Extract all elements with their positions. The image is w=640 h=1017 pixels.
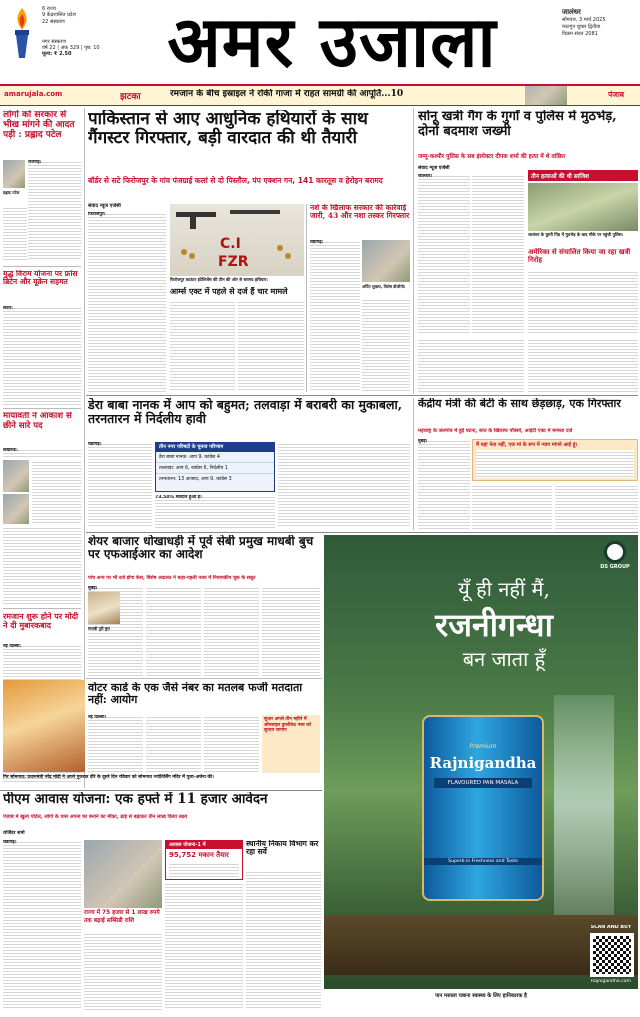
- modi-photo-caption: गिर सोमनाथ: प्रधानमंत्री नरेंद्र मोदी ने अपने गुजरात दौरे के दूसरे दिन रविवार को सोमनाथ ज्योतिर्लिंग मंदिर में पूजा-अर्चना की।: [3, 775, 214, 780]
- results-row: डेरा बाबा नानक: आप 9, कांग्रेस 4: [156, 452, 274, 463]
- lead-byline: संवाद न्यूज एजेंसी: [88, 203, 121, 209]
- pan-masala-tin: [422, 715, 544, 901]
- svg-text:FZR: FZR: [218, 254, 249, 270]
- awas-deck: पंजाब में खुला पोर्टल, लोगों के पास अपना घर बनाने का मौका, ढाई से बढ़ाकर तीन लाख किया लक्ष्य: [3, 814, 188, 820]
- voter-body: [88, 715, 143, 773]
- awas-box-value: 95,752 मकान तैयार: [169, 851, 229, 859]
- results-row: तरनतारन: 13 आजाद, आप 9, कांग्रेस 3: [159, 477, 232, 482]
- state-label: पंजाब: [608, 90, 625, 99]
- dateline: चंडीगढ़:: [310, 240, 324, 245]
- meta-line: 6 राज्य: [42, 6, 56, 12]
- ds-group-text: DS GROUP: [600, 564, 630, 570]
- story-head: लोगों को सरकार से भीख मांगने की आदत पड़ी : प्रह्लाद पटेल: [3, 110, 75, 141]
- dera-body: [88, 442, 152, 528]
- buch-photo: [88, 592, 120, 624]
- dateline: मुंबई।: [418, 439, 428, 444]
- encounter-body-2: [472, 174, 524, 334]
- sebi-body-4: [262, 586, 320, 676]
- masthead: [0, 0, 640, 84]
- dateline: लंदन:: [3, 306, 13, 311]
- meta-line: 22 संस्करण: [42, 18, 65, 25]
- rajnigandha-ad: [324, 535, 638, 1001]
- dateline: जालंधर।: [418, 174, 433, 179]
- meta-line: नगर संस्करण: [42, 38, 67, 45]
- encounter-body: [418, 174, 470, 334]
- minister-quote: मैं यहां नेता नहीं, एक मां के रूप में न्याय मांगने आई हूं।: [476, 442, 578, 448]
- sebi-headline: शेयर बाजार धोखाधड़ी में पूर्व सेबी प्रमुख माधबी बुच पर एफआईआर का आदेश: [88, 535, 314, 562]
- masthead-meta-right: [562, 8, 638, 68]
- minister-deck: महाराष्ट्र के जलगांव में हुई घटना, सात के खिलाफ पॉक्सो, आईटी एक्ट में मामला दर्ज: [418, 428, 573, 434]
- dateline: नई दिल्ली।: [88, 715, 107, 720]
- tin-subtitle: FLAVOURED PAN MASALA: [434, 778, 532, 788]
- top-strip: [0, 84, 640, 106]
- awas-box: [165, 840, 243, 880]
- dateline: राजगढ़:: [28, 160, 42, 165]
- photo-caption: प्रह्लाद पटेल: [3, 190, 20, 195]
- lead-body-3: [238, 300, 304, 392]
- story-body: [28, 160, 81, 260]
- story-body: [3, 448, 81, 458]
- dera-headline: डेरा बाबा नानक में आप को बहुमत; तलवाड़ा में बराबरी का मुकाबला, तरनतारन में निर्दलीय हावी: [88, 398, 403, 426]
- awas-body-2: [84, 932, 162, 1010]
- story-body-cont: [32, 460, 81, 524]
- results-row: तलवाड़ा: आप 6, कांग्रेस 6, निर्दलीय 1: [156, 463, 274, 474]
- ad-line2: रजनीगन्धा: [435, 606, 553, 643]
- awas-headline: पीएम आवास योजना: एक हफ्ते में 11 हजार आवेदन: [3, 792, 268, 807]
- story-head: युद्ध विराम योजना पर फ्रांस ब्रिटेन और यूक्रेन सहमत: [3, 270, 78, 287]
- housing-photo: [84, 840, 162, 908]
- torch-logo-icon: [4, 4, 40, 60]
- officer-photo: [362, 240, 410, 282]
- modi-photo: [3, 680, 85, 772]
- edition-samvat: विक्रम संवत 2081: [562, 30, 598, 37]
- encounter-deck: जम्मू-कश्मीर पुलिस के सब इंस्पेक्टर दीपक शर्मा की हत्या में थे वांछित: [418, 154, 566, 160]
- story-body-cont: [3, 206, 27, 260]
- awas-body-3: [165, 882, 243, 1010]
- lead-body-2: [170, 300, 235, 392]
- edition-city: जालंधर: [562, 8, 581, 16]
- dera-body-2: [155, 495, 275, 528]
- encounter-headline: सोनू खत्री गैंग के गुर्गों व पुलिस में मुठभेड़, दोनों बदमाश जख्मी: [418, 110, 617, 139]
- sebi-deck: पांच अन्य पर भी दर्ज होगा केस, विशेष अदालत ने कहा-पहली नजर में नियामकीय चूक के सबूत: [88, 576, 256, 581]
- dateline: चंडीगढ़।: [88, 442, 102, 447]
- buch-caption: माधबी पुरी बुच: [88, 626, 110, 631]
- mayawati-photo: [3, 460, 29, 492]
- ad-warning: पान मसाला चबाना स्वास्थ्य के लिए हानिकारक है: [324, 989, 638, 1001]
- awas-box-title: आवास योजना-1 में: [166, 841, 242, 849]
- voter-box: [262, 715, 320, 773]
- meta-line: मूल्य: ₹ 2.50: [42, 51, 72, 58]
- conspiracy-badge: तीन हत्याओं की थी साजिश: [528, 170, 638, 181]
- story-head: मायावती ने आकाश से छीने सारे पद: [3, 412, 72, 431]
- minister-body: [418, 439, 470, 529]
- dateline: नई दिल्ली:: [3, 644, 22, 649]
- vote-line: 73.50% मतदान हुआ है।: [155, 495, 202, 500]
- encounter-byline: संवाद न्यूज एजेंसी: [418, 166, 450, 171]
- voter-body-3: [204, 715, 259, 773]
- side-story-body: [310, 240, 360, 392]
- dera-body-3: [278, 442, 410, 528]
- site-link[interactable]: amarujala.com: [4, 90, 63, 98]
- svg-text:C.I: C.I: [220, 236, 241, 252]
- dateline: मुंबई।: [88, 586, 98, 591]
- meta-line: वर्ष 22 | अंक 329 | पृष्ठ: 10: [42, 45, 100, 51]
- story-head: रमजान शुरू होने पर मोदी ने दी मुबारकबाद: [3, 612, 79, 630]
- lead-inset-head: आर्म्स एक्ट में पहले से दर्ज हैं चार मामले: [170, 287, 288, 296]
- minister-headline: केंद्रीय मंत्री की बेटी के साथ छेड़छाड़, एक गिरफ्तार: [418, 398, 621, 410]
- waterfall: [554, 695, 614, 915]
- tin-brand: Rajnigandha: [429, 754, 537, 772]
- netanyahu-photo: [525, 84, 567, 106]
- patel-photo: [3, 160, 25, 188]
- edition-date: सोमवार, 3 मार्च 2025: [562, 17, 606, 24]
- side-story-head: नशे के खिलाफ सरकार की कार्रवाई जारी, 43 और नशा तस्कर गिरफ्तार: [310, 204, 410, 221]
- tin-tagline: Superb in Freshness and Taste: [424, 858, 542, 865]
- meta-line: 9 केंद्रशासित प्रदेश: [42, 12, 76, 19]
- encounter-body-3: [528, 270, 638, 334]
- dateline: चंडीगढ़।: [3, 840, 17, 845]
- awas-side-head: स्थानीय निकाय विभाग कर रहा सर्वे: [246, 840, 319, 857]
- side-story-body-2: [362, 298, 410, 392]
- encounter-body-4: [528, 338, 638, 392]
- ds-group-logo: [598, 541, 632, 571]
- voter-headline: वोटर कार्ड के एक जैसे नंबर का मतलब फर्जी मतदाता नहीं: आयोग: [88, 682, 303, 707]
- minister-body-2: [472, 484, 552, 529]
- sebi-body-3: [204, 586, 259, 676]
- lead-headline: पाकिस्तान से आए आधुनिक हथियारों के साथ गैंगस्टर गिरफ्तार, बड़ी वारदात की थी तैयारी: [88, 110, 368, 149]
- dateline: फिरोजपुर।: [88, 212, 106, 217]
- encounter-photo-caption: जालंधर के घुघ्गी पिंड में मुठभेड़ के बाद मौके पर पहुंची पुलिस।: [528, 232, 624, 237]
- ds-group-icon: [604, 541, 626, 563]
- awas-side-body: [246, 870, 321, 1010]
- awas-body: [3, 840, 81, 1010]
- lead-deck: बॉर्डर से सटे फिरोजपुर के गांव पंजग्राई कलां से दो पिस्तौल, पंप एक्शन गन, 141 कारतूस व हेरोइन बरामद: [88, 176, 383, 185]
- akash-photo: [3, 494, 29, 524]
- masthead-meta-left: [42, 6, 124, 78]
- housing-photo-text: राज्य में 75 हजार से 1 लाख रुपये तक बढ़ाई सब्सिडी राशि: [84, 910, 160, 924]
- tin-premium: Premium: [469, 743, 497, 750]
- ad-line3: बन जाता हूँ: [462, 647, 546, 671]
- encounter-sub-head: अमेरिका से संचालित किया जा रहा खत्री गिरोह: [528, 248, 631, 264]
- weapons-photo: [170, 204, 304, 276]
- ad-url[interactable]: Rajnigandha.com: [591, 979, 631, 984]
- officer-caption: अर्पित शुक्ला, विशेष डीजीपी।: [362, 284, 406, 289]
- minister-quote-box: [472, 439, 638, 481]
- dateline: लखनऊ:: [3, 448, 18, 453]
- voter-box-text: सुधार अगले तीन महीने में ऑनलाइन डुप्लीकेट नंबर को सुधारा जाएगा: [264, 717, 312, 734]
- awas-byline: राजिंदर शर्मा: [3, 831, 25, 836]
- scan-label: SCAN AND BUY: [590, 925, 632, 930]
- weapons-photo-caption: फिरोजपुर काउंटर इंटेलिजेंस की टीम की ओर से बरामद हथियार।: [170, 277, 268, 282]
- encounter-body-5: [418, 338, 524, 392]
- sebi-body-2: [146, 586, 201, 676]
- edition-date-hindi: फाल्गुन शुक्ल द्वितीया: [562, 24, 601, 31]
- story-body-cont: [3, 526, 81, 606]
- results-title: तीन नगर परिषदों के चुनाव परिणाम: [156, 443, 274, 452]
- lead-body: [88, 212, 166, 392]
- story-body: [3, 306, 81, 406]
- voter-body-2: [146, 715, 201, 773]
- strip-headline: रमजान के बीच इस्राइल ने रोकी गाजा में राहत सामग्री की आपूर्ति...10: [170, 89, 404, 99]
- minister-body-3: [555, 484, 638, 529]
- qr-code-icon[interactable]: [590, 933, 634, 977]
- results-table: [155, 442, 275, 492]
- newspaper-title: अमर उजाला: [167, 0, 497, 83]
- jhatka-label: झटका: [120, 92, 141, 102]
- encounter-photo: [528, 183, 638, 231]
- ad-line1: यूँ ही नहीं मैं,: [458, 577, 550, 601]
